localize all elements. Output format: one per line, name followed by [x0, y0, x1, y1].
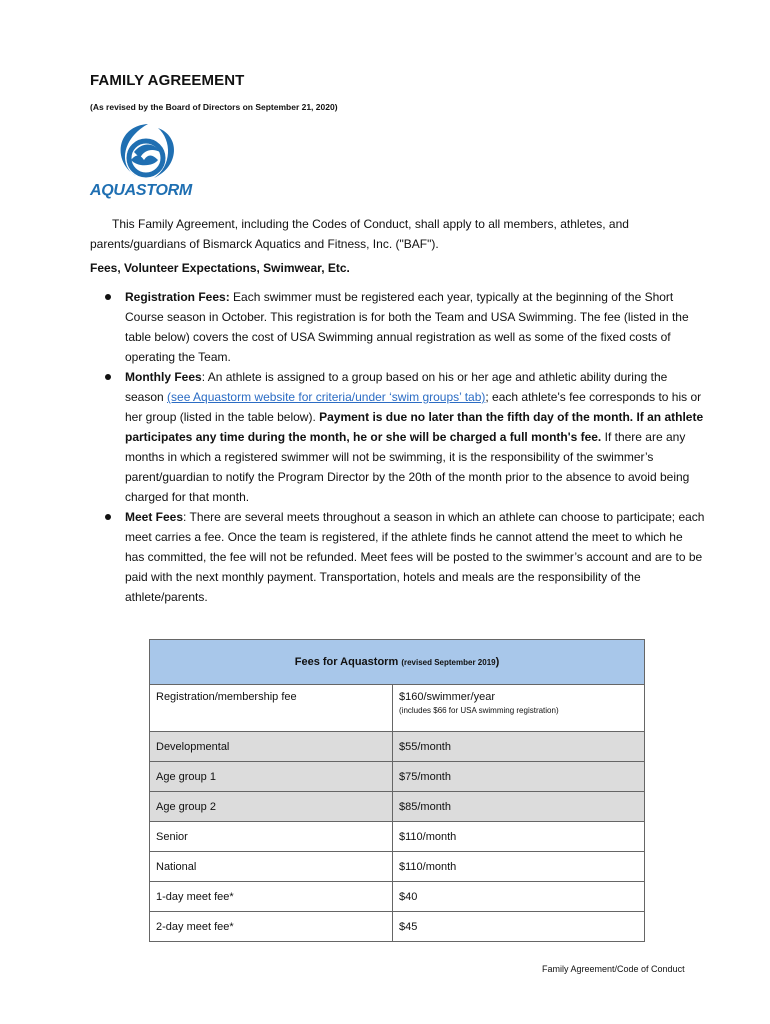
- list-item-meet: [105, 507, 705, 607]
- revision-note: (As revised by the Board of Directors on September 21, 2020): [90, 102, 338, 112]
- fee-label: Age group 2: [150, 792, 393, 822]
- fee-value: $45: [393, 912, 645, 942]
- bullet-text: : An athlete is assigned to a group based on his or her age and athletic ability during the season: [125, 370, 668, 404]
- table-row: [150, 732, 645, 762]
- table-row: [150, 792, 645, 822]
- fee-label: Registration/membership fee: [150, 685, 393, 732]
- table-header-title: Fees for Aquastorm: [294, 656, 399, 668]
- bullet-label: Meet Fees: [125, 510, 184, 524]
- swim-groups-link[interactable]: (see Aquastorm website for criteria/under ‘swim groups’ tab): [167, 390, 486, 404]
- aquastorm-logo: [88, 122, 192, 204]
- fees-bullet-list: [105, 287, 705, 607]
- table-header-close: ): [495, 656, 500, 668]
- fee-label: 1-day meet fee*: [150, 882, 393, 912]
- table-header-row: [150, 640, 645, 685]
- fee-value: $55/month: [393, 732, 645, 762]
- table-row: [150, 685, 645, 732]
- bullet-label: Monthly Fees: [125, 370, 202, 384]
- fee-label: 2-day meet fee*: [150, 912, 393, 942]
- table-row: [150, 882, 645, 912]
- fee-note: (includes $66 for USA swimming registration): [399, 706, 559, 715]
- bullet-label: Registration Fees:: [125, 290, 230, 304]
- fee-value: [393, 685, 645, 732]
- bullet-icon: [105, 294, 111, 300]
- section-heading: Fees, Volunteer Expectations, Swimwear, Etc.: [90, 261, 350, 275]
- wave-logo-icon: [88, 122, 192, 184]
- fee-value: $110/month: [393, 852, 645, 882]
- payment-due-notice: Payment is due no later than the fifth day of the month. If an athlete participates any time during the month, he or she will be charged a full month's fee.: [125, 410, 704, 444]
- fee-value: $110/month: [393, 822, 645, 852]
- fee-amount: $160/swimmer/year: [399, 691, 495, 703]
- page-footer: Family Agreement/Code of Conduct: [542, 964, 685, 974]
- bullet-icon: [105, 374, 111, 380]
- fee-label: Senior: [150, 822, 393, 852]
- fee-value: $40: [393, 882, 645, 912]
- page-title: FAMILY AGREEMENT: [90, 72, 245, 89]
- bullet-text: Each swimmer must be registered each year, typically at the beginning of the Short Course season in October. This registration is for both the Team and USA Swimming. The fee (listed in the table below) covers the cost of USA Swimming annual registration as well as some of the fixed costs of operating the Team.: [125, 290, 689, 364]
- fee-label: Developmental: [150, 732, 393, 762]
- intro-paragraph: This Family Agreement, including the Codes of Conduct, shall apply to all members, athletes, and parents/guardians of Bismarck Aquatics and Fitness, Inc. ("BAF").: [90, 217, 629, 251]
- table-row: [150, 852, 645, 882]
- table-row: [150, 912, 645, 942]
- bullet-text: If there are any months in which a registered swimmer will not be swimming, it is the responsibility of the swimmer’s parent/guardian to notify the Program Director by the 20th of the month prior to the absence to avoid being charged for that month.: [125, 430, 690, 504]
- fee-label: National: [150, 852, 393, 882]
- table-row: [150, 762, 645, 792]
- fee-label: Age group 1: [150, 762, 393, 792]
- bullet-text: : There are several meets throughout a season in which an athlete can choose to participate; each meet carries a fee. Once the team is registered, if the athlete finds he cannot attend the meet to which he has committed, the fee will not be refunded. Meet fees will be posted to the swimmer’s account and are to be paid with the next monthly payment. Transportation, hotels and meals are the responsibility of the athlete/parents.: [125, 510, 705, 604]
- bullet-text: ; each athlete's fee corresponds to his or her group (listed in the table below).: [125, 390, 702, 424]
- fee-value: $75/month: [393, 762, 645, 792]
- table-row: [150, 822, 645, 852]
- table-header-note: (revised September 2019: [401, 658, 496, 667]
- fees-table: [149, 639, 645, 942]
- logo-wordmark: AQUASTORM: [90, 182, 192, 199]
- bullet-icon: [105, 514, 111, 520]
- list-item-monthly: [105, 367, 705, 507]
- fee-value: $85/month: [393, 792, 645, 822]
- table-header: [150, 640, 645, 685]
- list-item-registration: [105, 287, 705, 367]
